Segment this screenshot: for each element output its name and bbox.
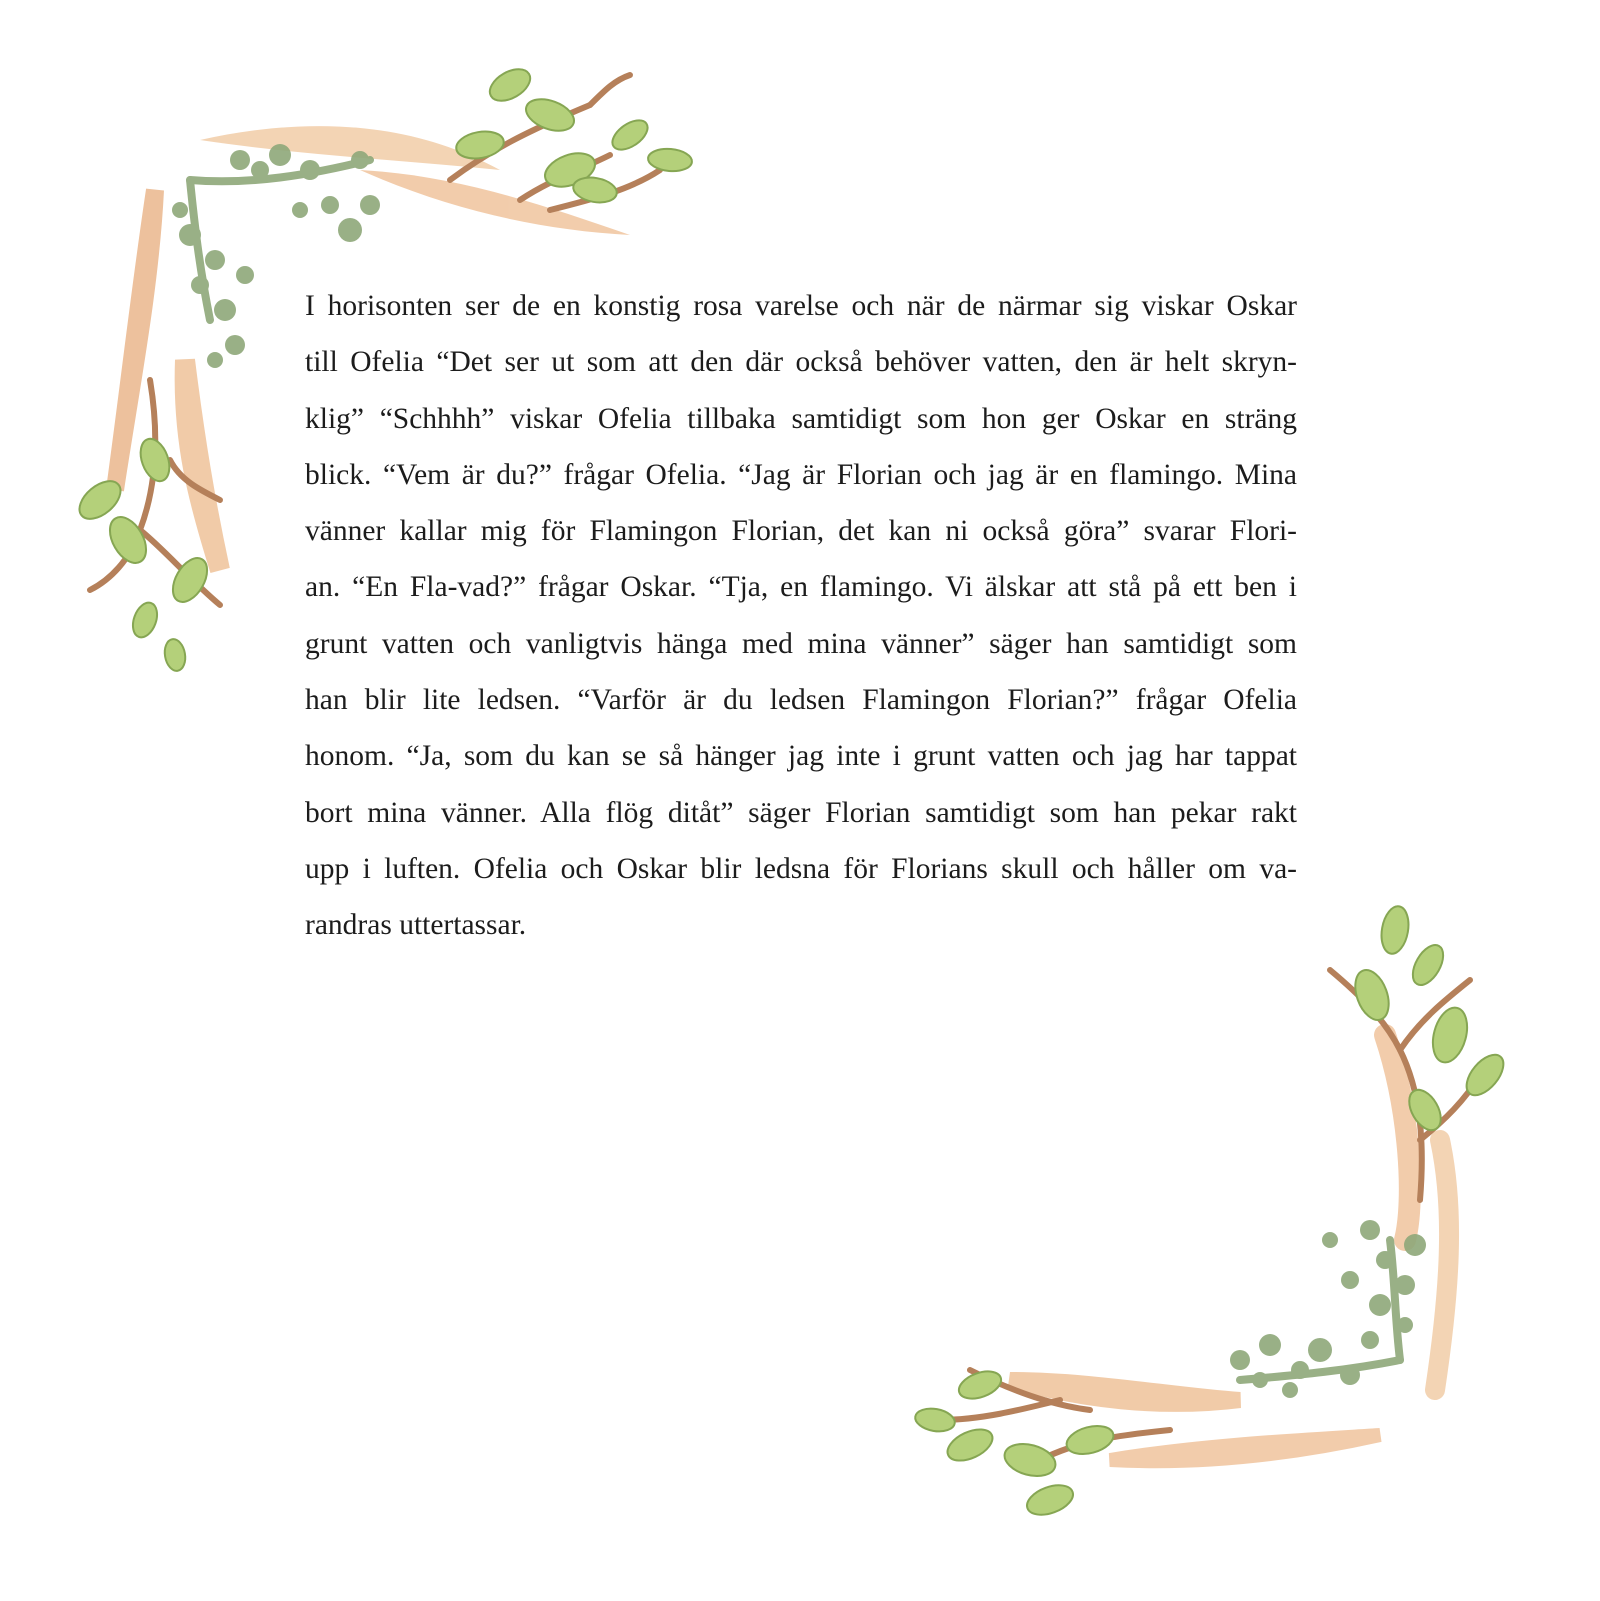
story-line: upp i luften. Ofelia och Oskar blir ledsna för Florians skull och håller om va-: [305, 852, 1297, 885]
story-line: bort mina vänner. Alla flög ditåt” säger Florian samtidigt som han pekar rakt: [305, 796, 1297, 829]
story-line: blick. “Vem är du?” frågar Ofelia. “Jag är Florian och jag är en flamingo. Mina: [305, 458, 1297, 491]
story-line: vänner kallar mig för Flamingon Florian, det kan ni också göra” svarar Flori-: [305, 515, 1297, 548]
floral-corner-bottom-right: [880, 900, 1540, 1540]
story-line: I horisonten ser de en konstig rosa varelse och när de närmar sig viskar Oskar: [305, 290, 1297, 322]
feather-icon: [1010, 1035, 1449, 1461]
story-paragraph: [305, 278, 1297, 954]
story-line: grunt vatten och vanligtvis hänga med mina vänner” säger han samtidigt som: [305, 627, 1297, 660]
story-line: randras uttertassar.: [305, 909, 527, 942]
story-line: an. “En Fla-vad?” frågar Oskar. “Tja, en flamingo. Vi älskar att stå på ett ben i: [305, 571, 1297, 604]
leaf-icon: [913, 904, 1510, 1520]
story-line: han blir lite ledsen. “Varför är du ledsen Flamingon Florian?” frågar Ofelia: [305, 684, 1297, 717]
story-line: honom. “Ja, som du kan se så hänger jag inte i grunt vatten och jag har tappat: [305, 740, 1297, 773]
story-line: till Ofelia “Det ser ut som att den där också behöver vatten, den är helt skryn-: [305, 346, 1297, 379]
story-line: klig” “Schhhh” viskar Ofelia tillbaka samtidigt som hon ger Oskar en sträng: [305, 402, 1297, 435]
